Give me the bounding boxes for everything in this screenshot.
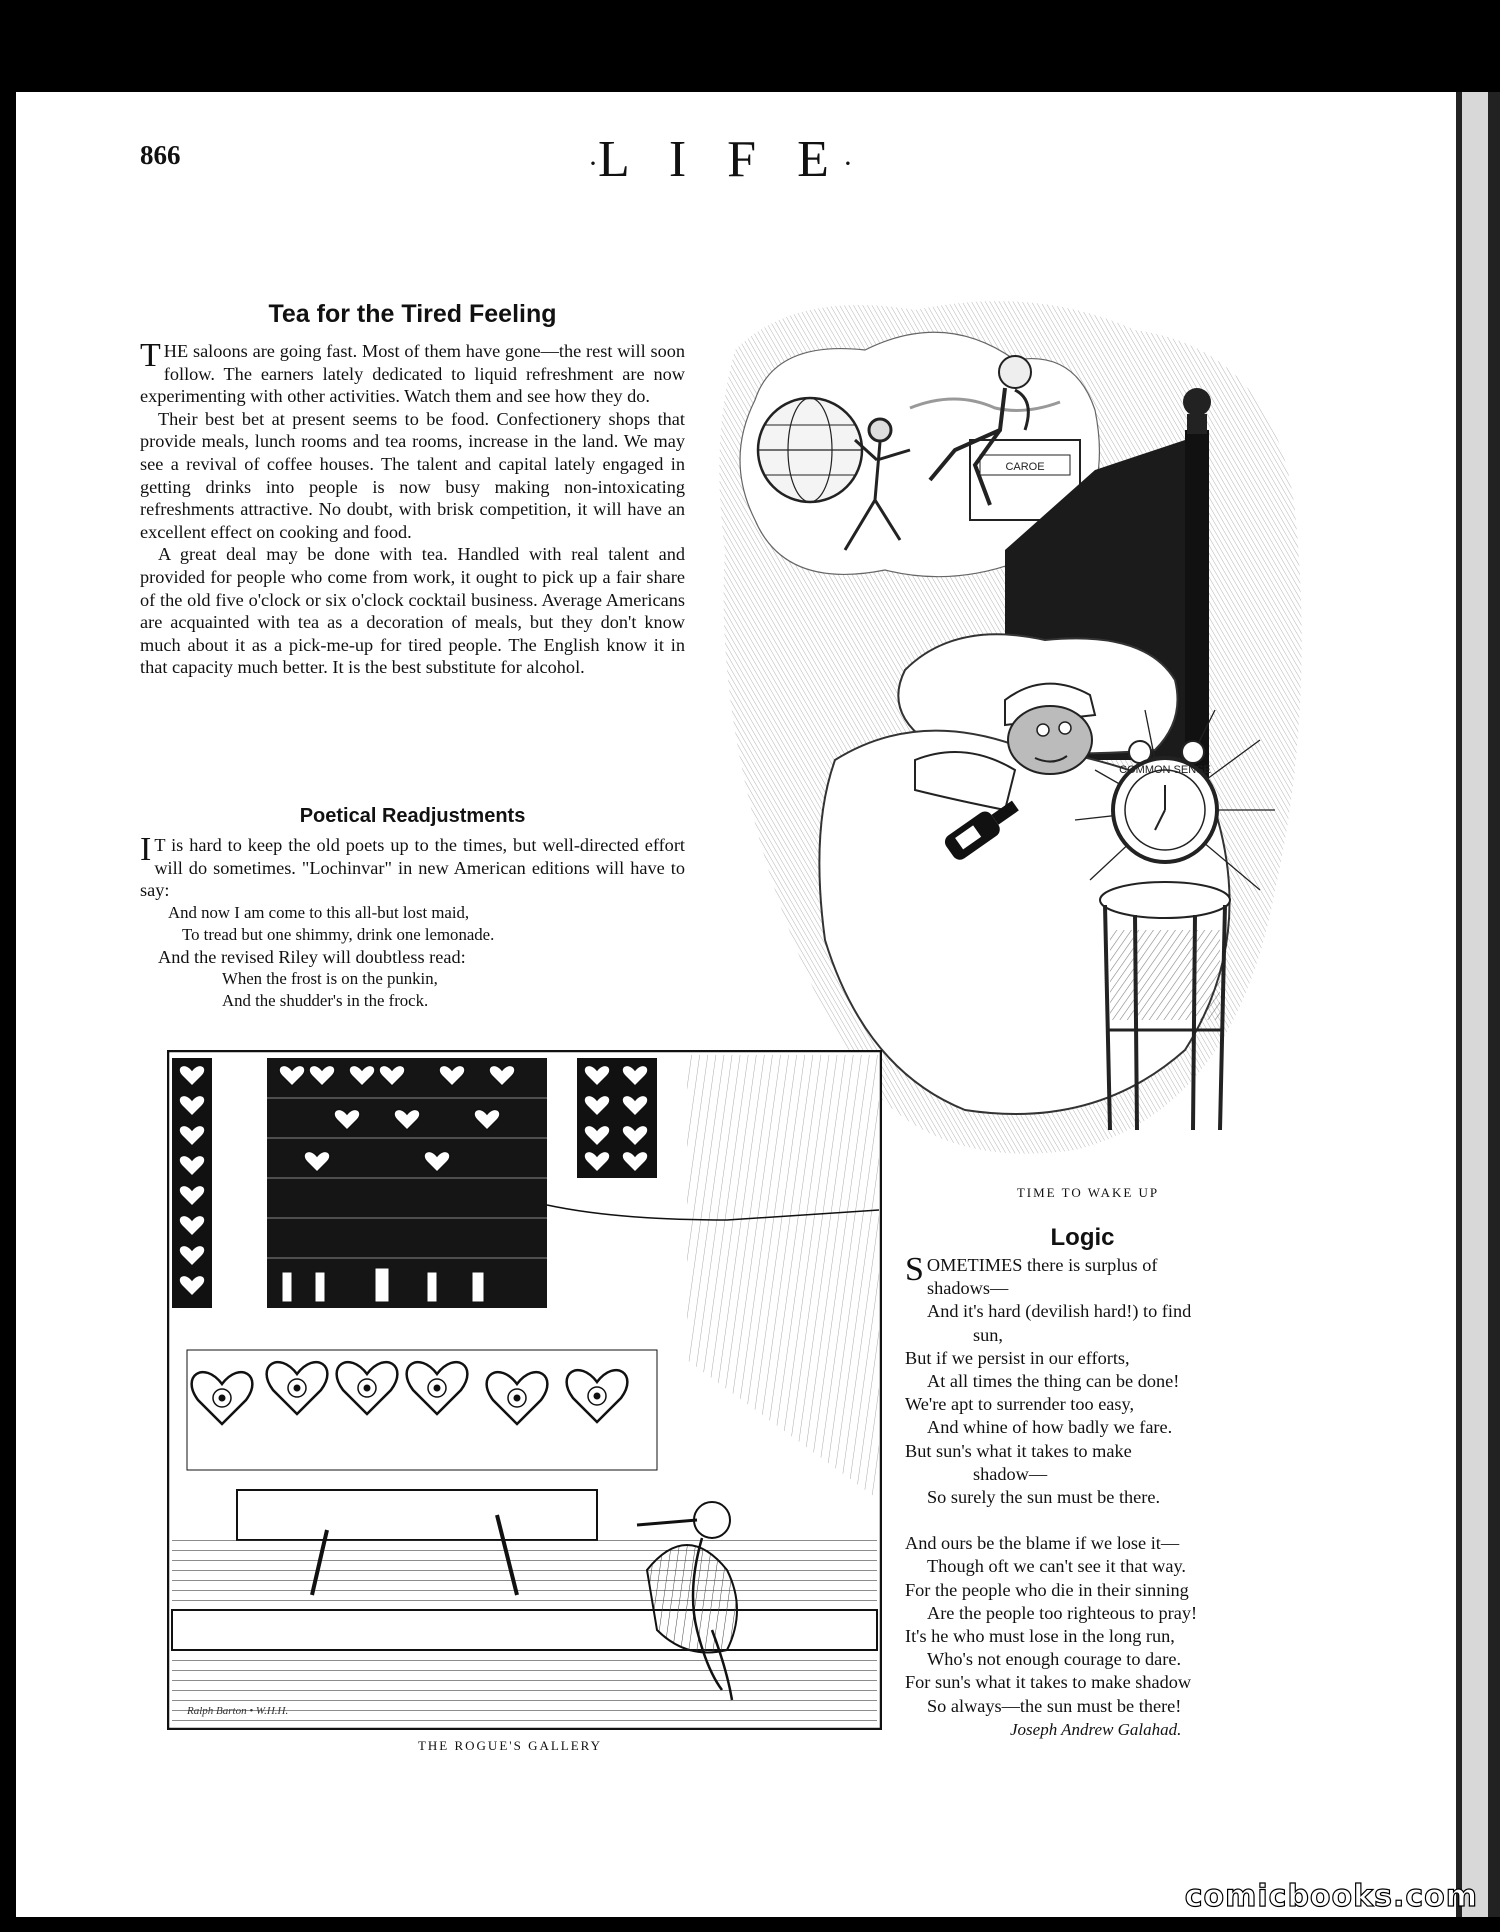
poem-line: Who's not enough courage to dare.	[927, 1649, 1182, 1670]
clock-face-text: COMMON SENSE	[1119, 764, 1211, 776]
drop-cap: I	[140, 831, 152, 868]
heart-targets-row	[187, 1350, 657, 1470]
logic-poem-body	[905, 1251, 1260, 1718]
illustration-caption: THE ROGUE'S GALLERY	[417, 1738, 603, 1753]
poem-line: But if we persist in our efforts,	[905, 1347, 1130, 1368]
poem-line: We're apt to surrender too easy,	[905, 1394, 1135, 1415]
poem-line: It's he who must lose in the long run,	[905, 1626, 1175, 1647]
tea-paragraph: THE saloons are going fast. Most of them have gone—the rest will soon follow. The earners lately dedicated to liquid refreshment are now experimenting with other activities. Watch them and see how they do.	[140, 337, 685, 407]
tea-article-title: Tea for the Tired Feeling	[268, 300, 557, 328]
poetical-article-body	[140, 831, 685, 1012]
rogues-gallery-illustration	[167, 1050, 882, 1730]
time-to-wake-up-illustration	[715, 290, 1315, 1170]
poem-line: Are the people too righteous to pray!	[927, 1602, 1198, 1623]
illustration-caption: TIME TO WAKE UP	[1016, 1185, 1160, 1200]
page-number: 866	[140, 140, 181, 170]
poem-line: At all times the thing can be done!	[927, 1371, 1180, 1392]
globe-icon	[758, 398, 862, 502]
poem-line: So surely the sun must be there.	[927, 1487, 1161, 1508]
shooting-target-board	[267, 1058, 547, 1308]
poem-line: So always—the sun must be there!	[927, 1695, 1182, 1716]
logic-poem-title: Logic	[1050, 1224, 1115, 1251]
verse-line: And now I am come to this all-but lost maid,	[168, 902, 470, 922]
poetical-article-title: Poetical Readjustments	[299, 805, 526, 827]
drop-cap: S	[905, 1251, 924, 1288]
artist-signature: Ralph Barton • W.H.H.	[187, 1705, 289, 1717]
poem-line: shadows—	[927, 1278, 1009, 1299]
poem-line: And it's hard (devilish hard!) to find	[927, 1301, 1192, 1322]
poem-line: Though oft we can't see it that way.	[927, 1556, 1186, 1577]
masthead: ·L I F E·	[588, 131, 853, 188]
poem-line: SOMETIMES there is surplus of	[905, 1251, 1158, 1288]
left-heart-shelf	[172, 1058, 212, 1308]
right-heart-shelf	[577, 1058, 657, 1178]
watermark: comicbooks.com	[1184, 1879, 1478, 1914]
poetical-paragraph: And the revised Riley will doubtless read:	[158, 946, 466, 967]
shelf-box	[237, 1490, 597, 1540]
poem-line: But sun's what it takes to make	[905, 1440, 1132, 1461]
next-page-edge	[1456, 92, 1500, 1917]
verse-line: And the shudder's in the frock.	[222, 991, 429, 1011]
poem-line: shadow—	[973, 1463, 1048, 1484]
svg-text:CAROE: CAROE	[1005, 461, 1045, 473]
tea-paragraph: A great deal may be done with tea. Handled with real talent and provided for people who come from work, it ought to pick up a fair share of the old five o'clock or six o'clock cocktail business. Average Americans are acquainted with tea as a decoration of meals, but they don't know much about it as a pick-me-up for tired people. The English know it in that capacity much better. It is the best substitute for alcohol.	[140, 544, 685, 678]
poem-line: For the people who die in their sinning	[905, 1579, 1189, 1600]
verse-line: When the frost is on the punkin,	[222, 969, 438, 989]
drop-cap: T	[140, 337, 161, 374]
poem-line: sun,	[973, 1324, 1003, 1345]
shooting-counter	[172, 1610, 877, 1650]
poem-line: And whine of how badly we fare.	[927, 1417, 1173, 1438]
poem-author: Joseph Andrew Galahad.	[1010, 1720, 1182, 1739]
poetical-paragraph: I T is hard to keep the old poets up to the times, but well-directed effort will do sometimes. "Lochinvar" in new American editions will have to say:	[140, 831, 685, 901]
tea-paragraph: Their best bet at present seems to be food. Confectionery shops that provide meals, lunch rooms and tea rooms, increase in the land. We may see a revival of coffee houses. The talent and capital lately engaged in getting drinks into people is now busy making non-intoxicating refreshments attractive. No doubt, with brisk competition, it will have an excellent effect on cooking and food.	[140, 408, 685, 542]
tea-article-body	[140, 337, 685, 679]
poem-line: For sun's what it takes to make shadow	[905, 1672, 1192, 1693]
poem-line: And ours be the blame if we lose it—	[905, 1533, 1180, 1554]
verse-line: To tread but one shimmy, drink one lemonade.	[182, 924, 495, 944]
